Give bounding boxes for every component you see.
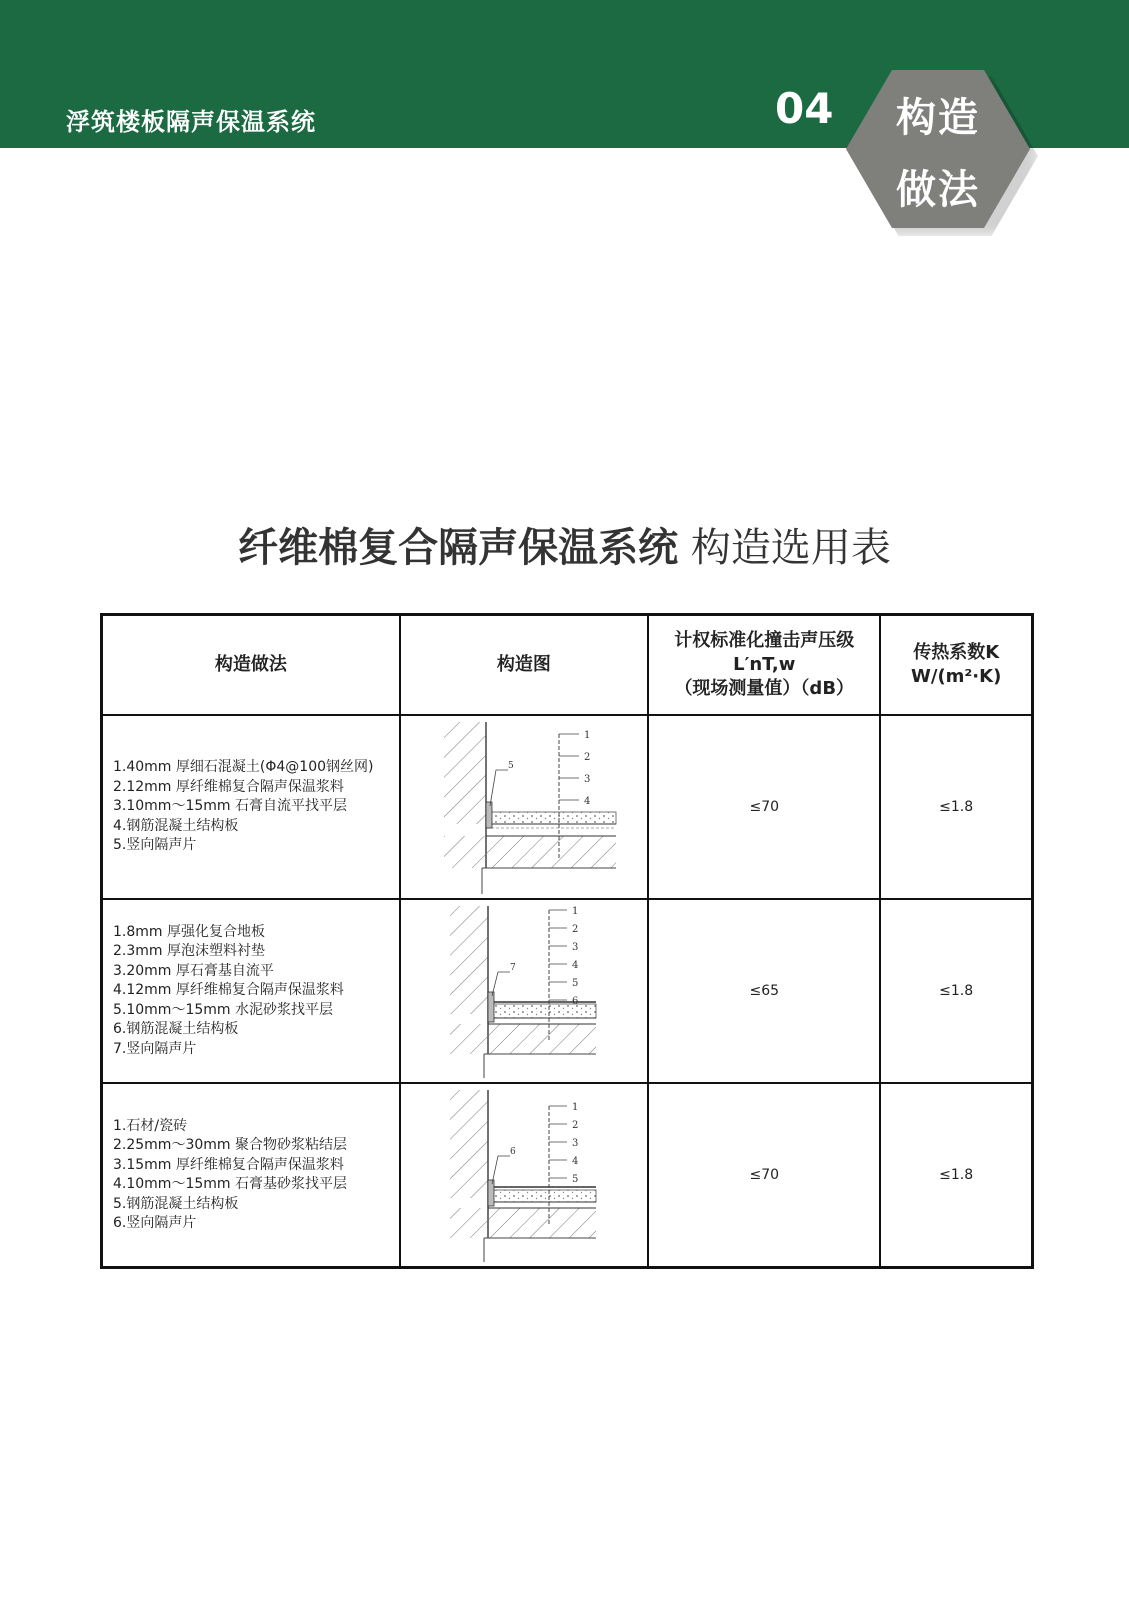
callout-label: 1 — [571, 1102, 579, 1113]
header-sound-line1: 计权标准化撞击声压级 — [674, 630, 855, 651]
layer-item: 1.石材/瓷砖 — [113, 1117, 188, 1134]
section-diagram — [404, 902, 644, 1080]
side-callout-label: 6 — [509, 1147, 516, 1157]
layer-item: 5.10mm～15mm 水泥砂浆找平层 — [113, 1001, 333, 1018]
side-strip — [486, 802, 492, 828]
side-strip — [488, 1180, 494, 1206]
diagram-cell — [400, 899, 648, 1083]
chapter-number: 04 — [775, 84, 834, 133]
side-strip — [488, 992, 494, 1022]
layer-item: 6.竖向隔声片 — [113, 1215, 197, 1231]
diagram-cell — [400, 1083, 648, 1268]
callout-label: 3 — [571, 1138, 579, 1149]
section-badge-line2: 做法 — [896, 167, 980, 213]
sound-value: ≤70 — [648, 1083, 880, 1268]
wall — [450, 1090, 488, 1198]
header-method: 构造做法 — [102, 615, 400, 716]
layer-item: 2.12mm 厚纤维棉复合隔声保温浆料 — [113, 778, 344, 795]
layer-item: 3.15mm 厚纤维棉复合隔声保温浆料 — [113, 1156, 344, 1173]
side-callout-label: 7 — [509, 963, 516, 973]
heat-value: ≤1.8 — [880, 899, 1032, 1083]
callout-label: 4 — [571, 1156, 579, 1167]
layer-item: 2.3mm 厚泡沫塑料衬垫 — [113, 943, 265, 960]
floor-layers — [488, 1190, 596, 1202]
callout-label: 6 — [571, 996, 579, 1007]
method-cell — [102, 899, 400, 1083]
layer-item: 2.25mm～30mm 聚合物砂浆粘结层 — [113, 1137, 347, 1153]
section-diagram — [404, 1086, 644, 1264]
diagram-cell — [400, 715, 648, 899]
slab — [450, 1208, 596, 1238]
header-heat — [880, 615, 1032, 716]
header-title: 浮筑楼板隔声保温系统 — [66, 108, 316, 136]
sound-value: ≤70 — [648, 715, 880, 899]
layer-item: 4.12mm 厚纤维棉复合隔声保温浆料 — [113, 982, 344, 999]
heat-value: ≤1.8 — [880, 715, 1032, 899]
header-heat-line2: W/(m²·K) — [911, 666, 1002, 687]
callout-label: 1 — [571, 906, 579, 917]
layer-item: 4.钢筋混凝土结构板 — [113, 817, 239, 834]
header-sound-line3: （现场测量值）（dB） — [674, 678, 855, 699]
layer-item: 3.10mm～15mm 石膏自流平找平层 — [113, 798, 347, 815]
table-header-row — [102, 615, 1033, 716]
header-heat-line1: 传热系数K — [913, 642, 1000, 663]
method-cell — [102, 715, 400, 899]
layer-item: 1.8mm 厚强化复合地板 — [113, 923, 265, 940]
callout-label: 2 — [571, 924, 579, 935]
construction-table — [100, 613, 1034, 1269]
layer-item: 3.20mm 厚石膏基自流平 — [113, 962, 274, 979]
callout-label: 1 — [583, 730, 591, 741]
floor-layers — [486, 812, 616, 824]
layer-item: 4.10mm～15mm 石膏基砂浆找平层 — [113, 1176, 347, 1192]
heat-value: ≤1.8 — [880, 1083, 1032, 1268]
table-row — [102, 899, 1033, 1083]
header-sound-line2: L′nT,w — [733, 654, 796, 675]
table-row — [102, 715, 1033, 899]
callout-label: 4 — [583, 796, 591, 807]
slab — [450, 1024, 596, 1054]
callout-label: 3 — [571, 942, 579, 953]
slab — [444, 836, 616, 868]
sound-value: ≤65 — [648, 899, 880, 1083]
page-title-strong: 纤维棉复合隔声保温系统 — [238, 525, 679, 571]
header-diagram: 构造图 — [400, 615, 648, 716]
section-badge-line1: 构造 — [896, 95, 980, 141]
wall — [450, 906, 488, 1014]
wall — [444, 722, 486, 824]
floor-layers — [488, 1004, 596, 1018]
callout-label: 2 — [583, 752, 591, 763]
header-sound — [648, 615, 880, 716]
callout-label: 3 — [583, 774, 591, 785]
page-title — [0, 516, 1129, 573]
layer-item: 6.钢筋混凝土结构板 — [113, 1021, 239, 1038]
callout-label: 4 — [571, 960, 579, 971]
layer-item: 5.钢筋混凝土结构板 — [113, 1195, 239, 1212]
section-diagram — [404, 718, 644, 896]
page-title-light: 构造选用表 — [690, 525, 891, 571]
layer-item: 7.竖向隔声片 — [113, 1040, 197, 1057]
layer-item: 1.40mm 厚细石混凝土(Φ4@100钢丝网) — [113, 759, 374, 776]
callout-label: 5 — [571, 1174, 579, 1185]
callout-label: 2 — [571, 1120, 579, 1131]
side-callout-label: 5 — [507, 761, 514, 771]
method-cell — [102, 1083, 400, 1268]
layer-item: 5.竖向隔声片 — [113, 837, 197, 854]
callout-label: 5 — [571, 978, 579, 989]
table-row — [102, 1083, 1033, 1268]
